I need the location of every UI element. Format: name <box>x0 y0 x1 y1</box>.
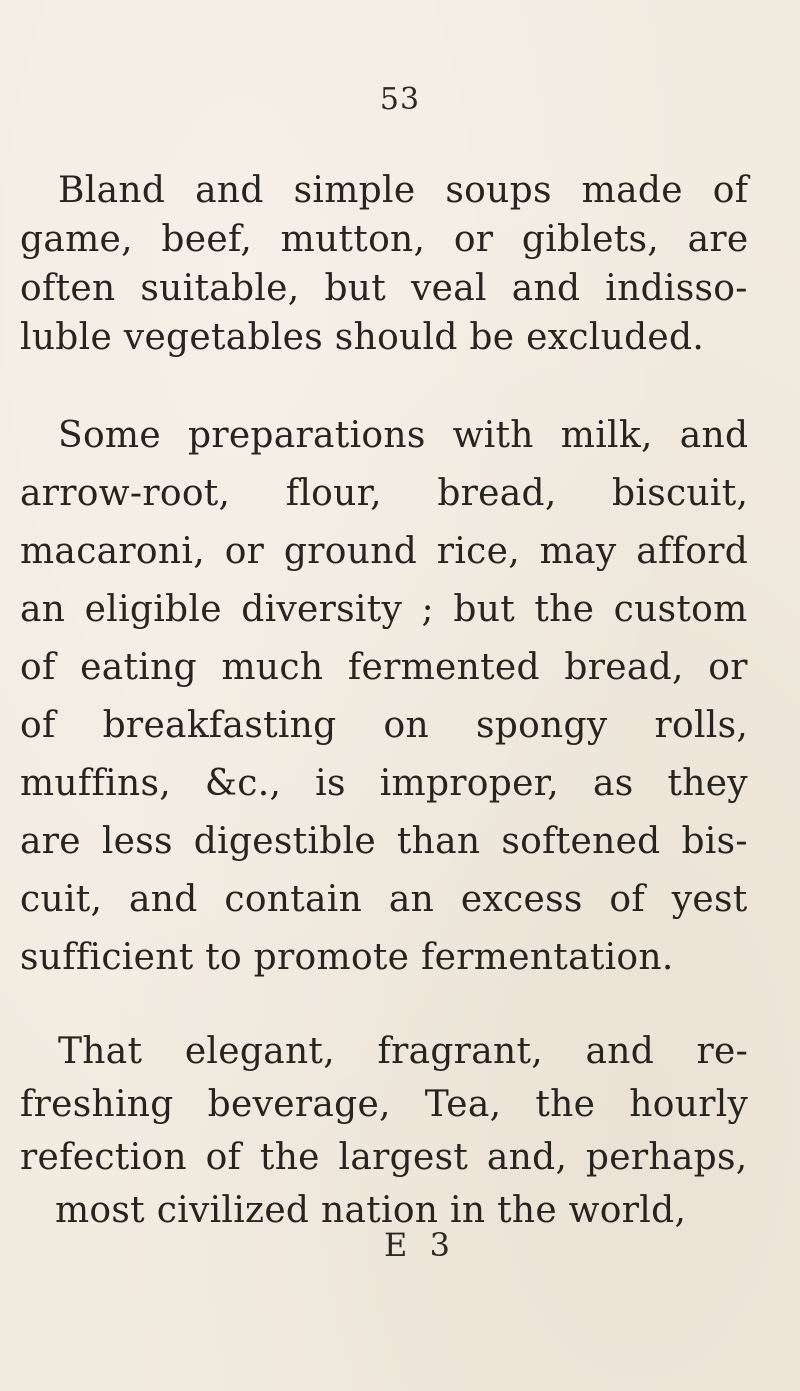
text-line: Some preparations with milk, and <box>58 415 749 456</box>
text-line: cuit, and contain an excess of yest <box>20 879 748 920</box>
text-line: of eating much fermented bread, or <box>20 647 748 688</box>
text-line: often suitable, but veal and indisso- <box>20 268 748 309</box>
page-number: 53 <box>379 82 421 117</box>
text-line: muffins, &c., is improper, as they <box>20 763 748 804</box>
text-line: game, beef, mutton, or giblets, are <box>20 219 749 260</box>
text-line: an eligible diversity ; but the custom <box>20 589 748 630</box>
text-line: luble vegetables should be excluded. <box>20 317 705 358</box>
text-line: are less digestible than softened bis- <box>20 821 748 862</box>
text-line: of breakfasting on spongy rolls, <box>20 705 749 746</box>
signature-mark: E 3 <box>384 1226 456 1264</box>
text-line: arrow-root, flour, bread, biscuit, <box>20 473 749 514</box>
text-line: Bland and simple soups made of <box>58 170 749 211</box>
text-line: macaroni, or ground rice, may afford <box>20 531 749 572</box>
text-line: sufficient to promote fermentation. <box>20 937 674 978</box>
text-line: That elegant, fragrant, and re- <box>58 1031 749 1072</box>
text-line: most civilized nation in the world, <box>55 1190 687 1231</box>
text-line: freshing beverage, Tea, the hourly <box>20 1084 749 1125</box>
text-line: refection of the largest and, perhaps, <box>20 1137 748 1178</box>
